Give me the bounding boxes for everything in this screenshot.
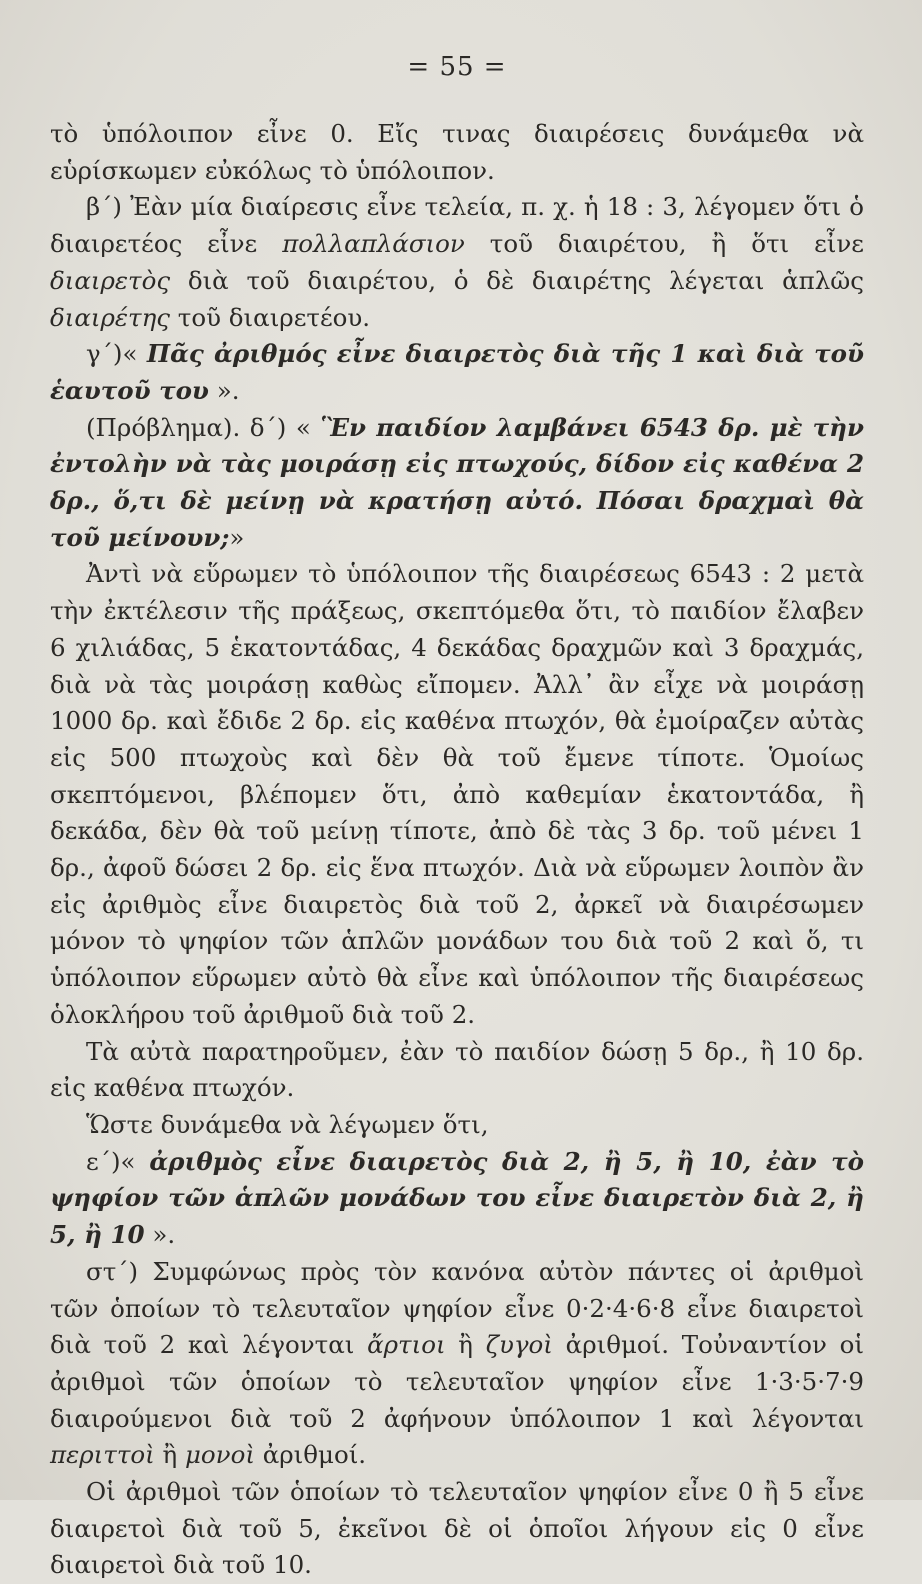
text-run: Ἀντὶ νὰ εὕρωμεν τὸ ὑπόλοιπον τῆς διαιρέσεως 6543 : 2 μετὰ τὴν ἐκτέλεσιν τῆς πράξεως, σκεπτόμεθα ὅτι, τὸ παιδίον ἔλαβεν 6 χιλιάδας, 5 ἑκατοντάδας, 4 δεκάδας δραχμῶν καὶ 3 δραχμάς, διὰ νὰ τὰς μοιράσῃ καθὼς εἴπομεν. Ἀλλ᾽ ἂν εἶχε νὰ μοιράσῃ 1000 δρ. καὶ ἔδιδε 2 δρ. εἰς καθένα πτωχόν, θὰ ἐμοίραζεν αὐτὰς εἰς 500 πτωχοὺς καὶ δὲν θὰ τοῦ ἔμενε τίποτε. Ὁμοίως σκεπτόμενοι, βλέπομεν ὅτι, ἀπὸ καθεμίαν ἑκατοντάδα, ἢ δεκάδα, δὲν θὰ τοῦ μείνῃ τίποτε, ἀπὸ δὲ τὰς 3 δρ. τοῦ μένει 1 δρ., ἀφοῦ δώσει 2 δρ. εἰς ἕνα πτωχόν. Διὰ νὰ εὕρωμεν λοιπὸν ἂν εἰς ἀριθμὸς εἶνε διαιρετὸς διὰ τοῦ 2, ἀρκεῖ νὰ διαιρέσωμεν μόνον τὸ ψηφίον τῶν ἁπλῶν μονάδων του διὰ τοῦ 2 καὶ ὅ, τι ὑπόλοιπον εὕρωμεν αὐτὸ θὰ εἶνε καὶ ὑπόλοιπον τῆς διαιρέσεως ὁλοκλήρου τοῦ ἀριθμοῦ διὰ τοῦ 2. [50, 559, 864, 1029]
page-number: = 55 = [407, 52, 507, 82]
paragraph-4 [50, 410, 864, 557]
paragraph-10 [50, 1474, 864, 1584]
text-run: ἄρτιοι [367, 1330, 446, 1360]
text-run: ». [144, 1220, 176, 1250]
text-run: ἀριθμοί. [254, 1440, 367, 1470]
paragraph-9 [50, 1254, 864, 1474]
text-run: στ´) Συμφώνως πρὸς τὸν κανόνα αὐτὸν πάντες οἱ ἀριθμοὶ τῶν ὁποίων τὸ τελευταῖον ψηφίον εἶνε 0·2·4·6·8 εἶνε διαιρετοὶ διὰ τοῦ 2 καὶ λέγονται [50, 1256, 864, 1360]
text-run: διαιρέτης [50, 302, 171, 332]
paragraph-1 [50, 116, 864, 189]
text-run: ζυγοὶ [485, 1330, 553, 1360]
page-body [50, 116, 864, 1584]
text-run: τοῦ διαιρέτου, ἢ ὅτι εἶνε [464, 229, 864, 259]
text-run: Οἱ ἀριθμοὶ τῶν ὁποίων τὸ τελευταῖον ψηφίον εἶνε 0 ἢ 5 εἶνε διαιρετοὶ διὰ τοῦ 5, ἐκεῖνοι δὲ οἱ ὁποῖοι λήγουν εἰς 0 εἶνε διαιρετοὶ διὰ τοῦ 10. [50, 1477, 864, 1580]
text-run: Πᾶς ἀριθμός εἶνε διαιρετὸς διὰ τῆς 1 καὶ διὰ τοῦ ἑαυτοῦ του [50, 339, 864, 405]
text-run: Ὥστε δυνάμεθα νὰ λέγωμεν ὅτι, [86, 1109, 489, 1139]
text-run: ἢ [154, 1440, 185, 1470]
text-run: μονοὶ [185, 1440, 255, 1470]
text-run: τοῦ διαιρετέου. [170, 302, 371, 332]
text-run: Ἓν παιδίον λαμβάνει 6543 δρ. μὲ τὴν ἐντολὴν νὰ τὰς μοιράσῃ εἰς πτωχούς, δίδον εἰς καθένα 2 δρ., ὅ,τι δὲ μείνῃ νὰ κρατήσῃ αὐτό. Πόσαι δραχμαὶ θὰ τοῦ μείνουν; [50, 412, 864, 552]
paragraph-5 [50, 556, 864, 1033]
paragraph-7 [50, 1107, 864, 1144]
text-run: διαιρετὸς [50, 265, 171, 295]
paragraph-3 [50, 336, 864, 409]
text-run: ἀριθμὸς εἶνε διαιρετὸς διὰ 2, ἢ 5, ἢ 10, ἐὰν τὸ ψηφίον τῶν ἁπλῶν μονάδων του εἶνε διαιρετὸν διὰ 2, ἢ 5, ἢ 10 [50, 1146, 864, 1250]
text-run: β´) Ἐὰν μία διαίρεσις εἶνε τελεία, π. χ. ἡ 18 : 3, λέγομεν ὅτι ὁ διαιρετέος εἶνε [50, 192, 864, 259]
text-run: Τὰ αὐτὰ παρατηροῦμεν, ἐὰν τὸ παιδίον δώσῃ 5 δρ., ἢ 10 δρ. εἰς καθένα πτωχόν. [50, 1036, 864, 1103]
text-run: » [229, 522, 245, 552]
text-run: ε´)« [86, 1146, 150, 1176]
text-run: ἢ [445, 1330, 486, 1360]
paragraph-8 [50, 1144, 864, 1254]
text-run: (Πρόβλημα). δ´) « [86, 412, 321, 442]
text-run: περιττοὶ [50, 1440, 155, 1470]
paragraph-6 [50, 1034, 864, 1107]
text-run: ». [208, 375, 240, 405]
text-run: πολλαπλάσιον [282, 229, 465, 259]
text-run: γ´)« [86, 339, 147, 369]
text-run: ἀριθμοί. Τοὐναντίον οἱ ἀριθμοὶ τῶν ὁποίων τὸ τελευταῖον ψηφίον εἶνε 1·3·5·7·9 διαιρούμενοι διὰ τοῦ 2 ἀφήνουν ὑπόλοιπον 1 καὶ λέγονται [50, 1330, 864, 1433]
text-run: διὰ τοῦ διαιρέτου, ὁ δὲ διαιρέτης λέγεται ἁπλῶς [170, 265, 864, 295]
paragraph-2 [50, 189, 864, 336]
text-run: τὸ ὑπόλοιπον εἶνε 0. Εἴς τινας διαιρέσεις δυνάμεθα νὰ εὑρίσκωμεν εὐκόλως τὸ ὑπόλοιπον. [50, 119, 864, 185]
